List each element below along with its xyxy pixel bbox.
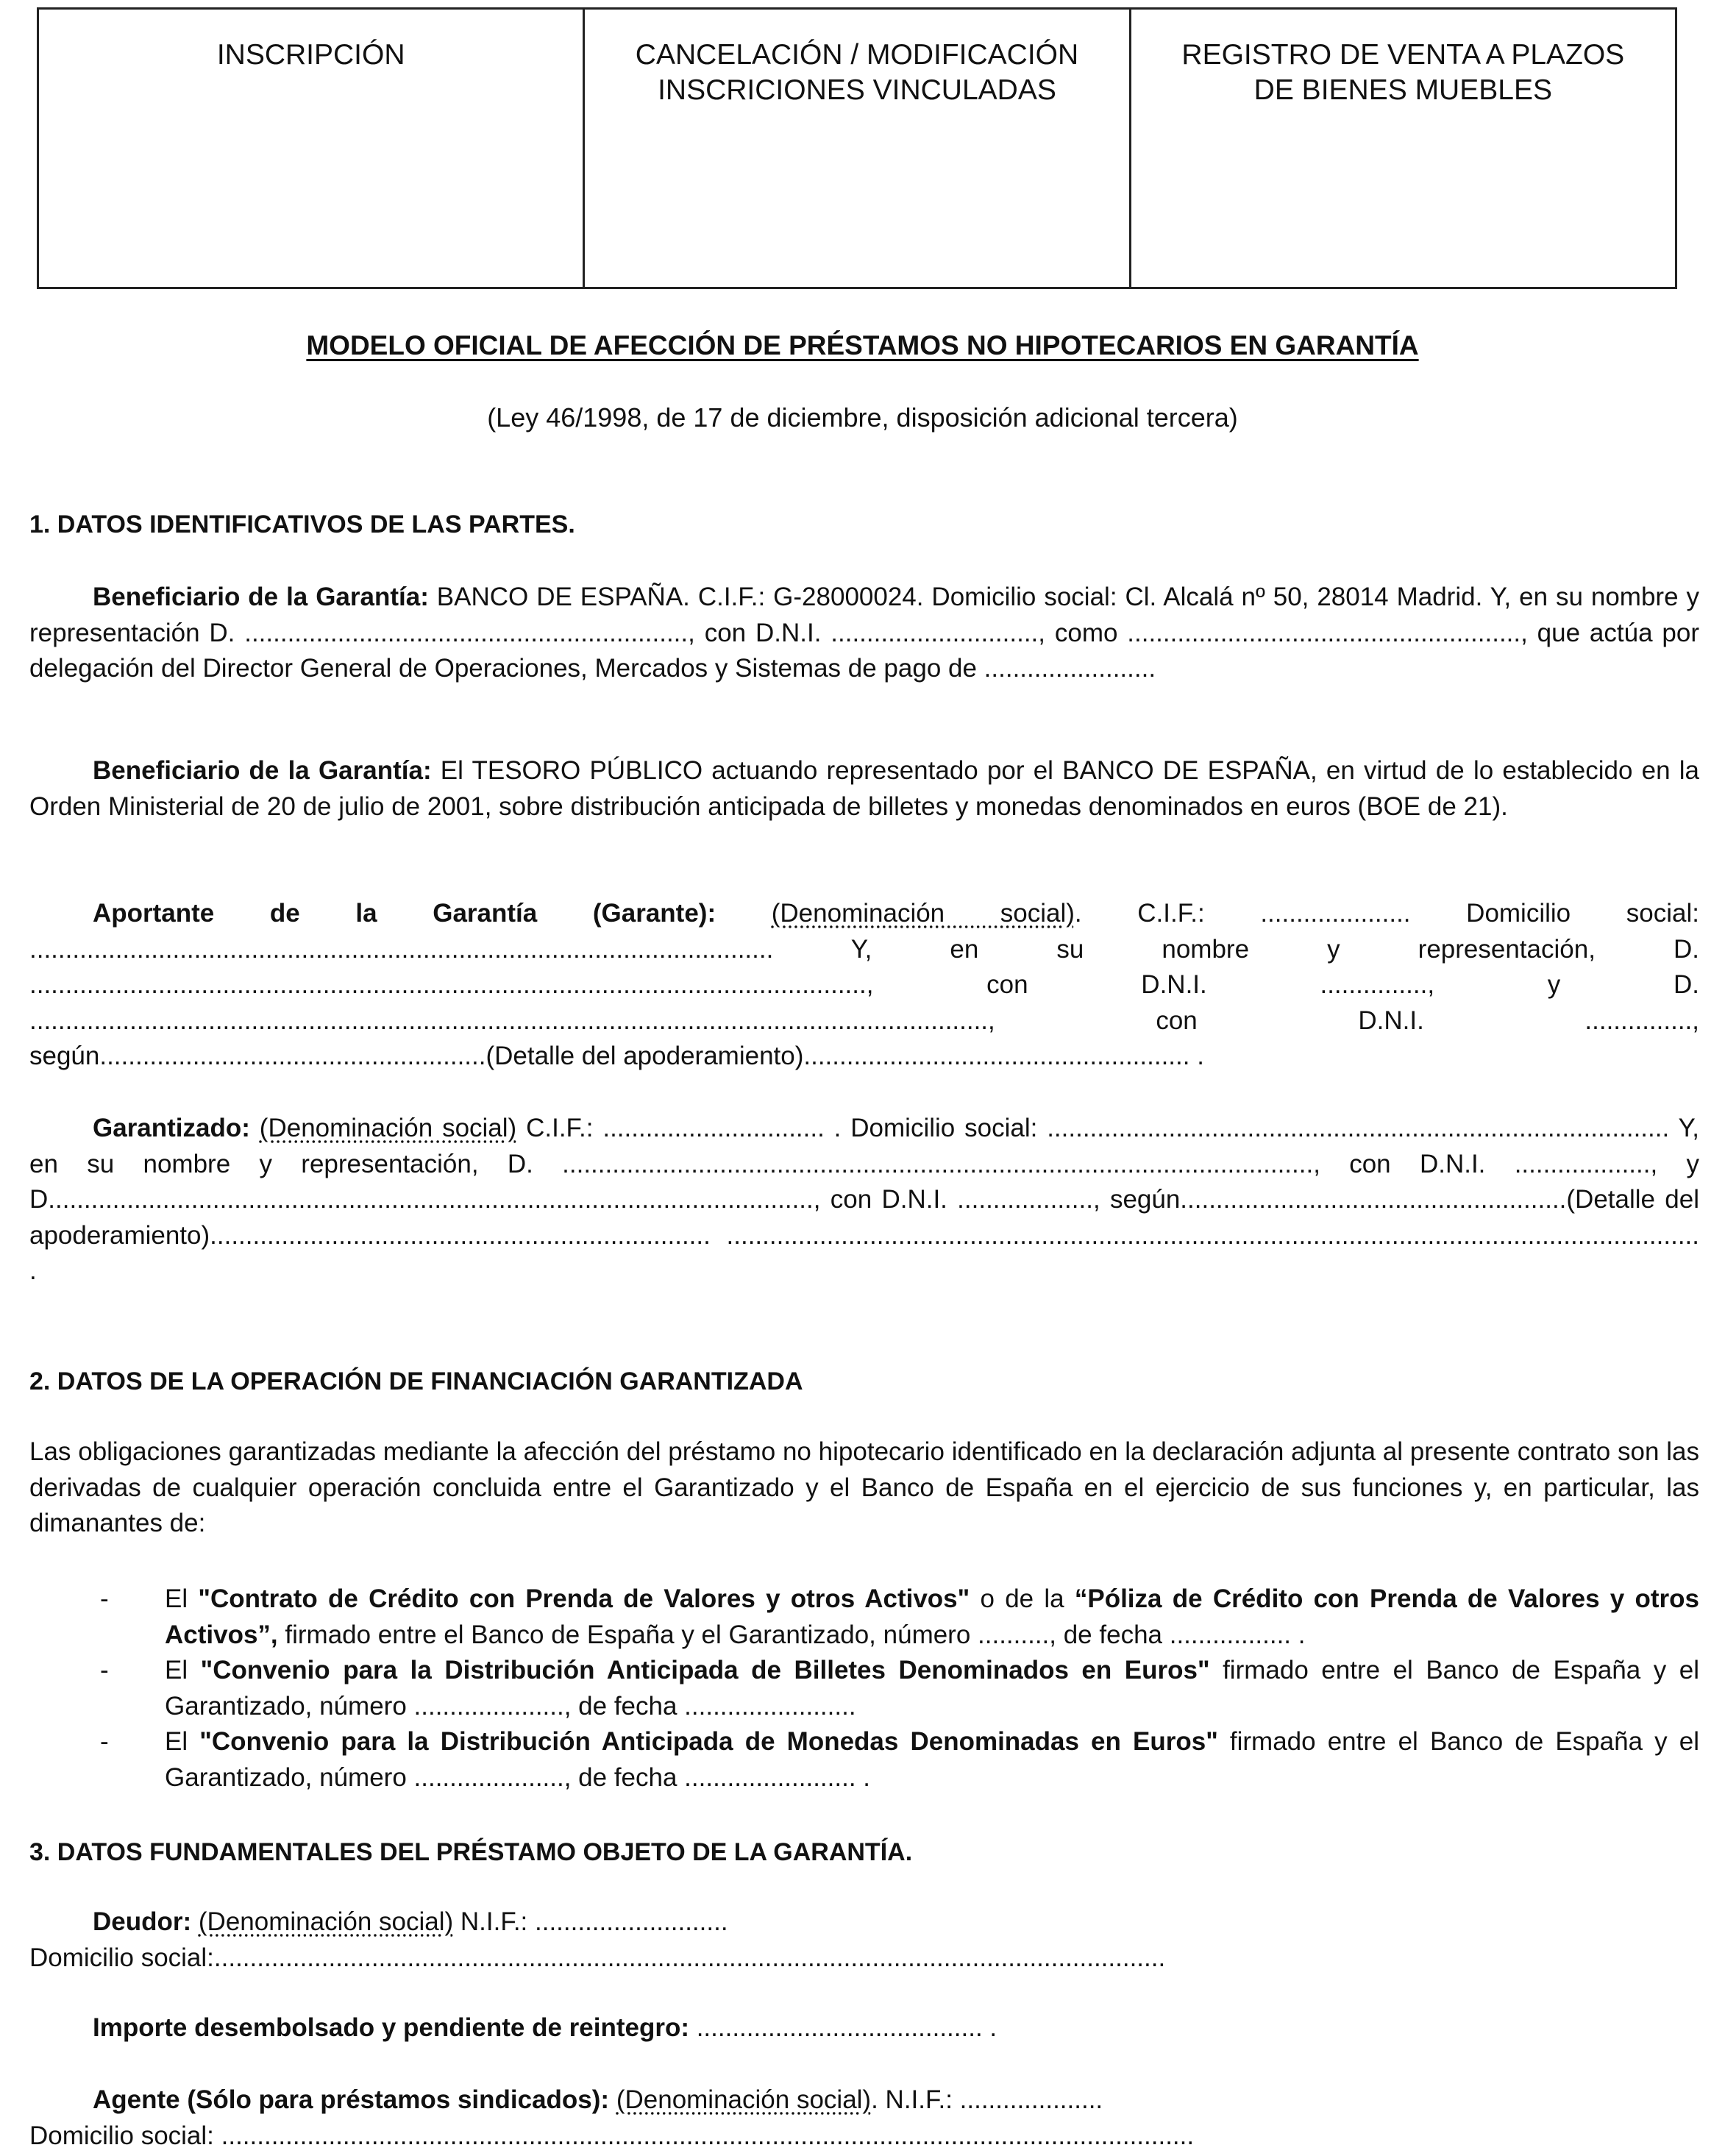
section-3-heading: 3. DATOS FUNDAMENTALES DEL PRÉSTAMO OBJETO DE LA GARANTÍA. [29,1838,913,1866]
section-2-heading: 2. DATOS DE LA OPERACIÓN DE FINANCIACIÓN GARANTIZADA [29,1367,803,1395]
paragraph-agente [29,2082,1699,2154]
paragraph-beneficiario-tesoro [29,753,1699,825]
bullet-2-prefix: El [165,1656,201,1684]
paragraph-aportante [29,896,1699,1075]
header-box-3-line1: REGISTRO DE VENTA A PLAZOS [1181,39,1625,71]
bullet-list [29,1582,1699,1796]
bullet-dash: - [100,1584,109,1613]
header-box-2-line1: CANCELACIÓN / MODIFICACIÓN [635,39,1079,71]
garantizado-text: C.I.F.: ............................... . Domicilio social: ....................................................................................... Y, en su nombre y representación, D. ........................................................................................................., con D.N.I. ..................., y D..........................................................................................................., con D.N.I. ..................., según......................................................(Detalle del apoderamiento)...................................................................... ........................................................................................................................................ . [29,1114,1699,1285]
bullet-2-text: firmado entre el Banco de España y el Garantizado, número ....................., de fecha ........................ [165,1656,1699,1721]
bullet-3-prefix: El [165,1727,200,1756]
header-box-3-line2: DE BIENES MUEBLES [1253,74,1552,106]
bullet-dash: - [100,1727,109,1756]
deudor-denominacion: (Denominación social) [198,1907,454,1936]
paragraph-importe [29,2010,1699,2046]
header-box-inscripcion [39,10,583,287]
garantizado-denominacion: (Denominación social) [259,1114,517,1142]
paragraph-deudor [29,1904,1699,1976]
bullet-1-contrato: "Contrato de Crédito con Prenda de Valores y otros Activos" [198,1584,970,1613]
header-box-2-line2: INSCRICIONES VINCULADAS [658,74,1056,106]
bullet-3-convenio: "Convenio para la Distribución Anticipada de Monedas Denominadas en Euros" [199,1727,1218,1756]
deudor-nif: N.I.F.: ........................... [453,1907,728,1936]
paragraph-garantizado [29,1111,1699,1289]
obligaciones-text: Las obligaciones garantizadas mediante la afección del préstamo no hipotecario identificado en la declaración adjunta al presente contrato son las derivadas de cualquier operación concluida entre el Garantizado y el Banco de España en el ejercicio de sus funciones y, en particular, las dimanantes de: [29,1437,1699,1537]
importe-label: Importe desembolsado y pendiente de reintegro: [93,2013,689,2042]
agente-nif: . N.I.F.: .................... [871,2085,1103,2114]
bullet-1-text: firmado entre el Banco de España y el Garantizado, número .........., de fecha ................. . [277,1620,1306,1649]
agente-denominacion: (Denominación social) [616,2085,872,2114]
paragraph-beneficiario-banco [29,580,1699,687]
bullet-1-prefix: El [165,1584,199,1613]
agente-domicilio: Domicilio social: ........................................................................................................................................ [29,2121,1195,2150]
aportante-denominacion: (Denominación social) [771,899,1075,928]
bullet-contrato-credito [29,1582,1699,1653]
header-boxes [37,7,1677,289]
garantizado-label: Garantizado: [93,1114,250,1142]
bullet-1-poliza: “Póliza de Crédito con Prenda de Valores y otros Activos”, [165,1584,1699,1649]
beneficiario-tesoro-text: El TESORO PÚBLICO actuando representado por el BANCO DE ESPAÑA, en virtud de lo establecido en la Orden Ministerial de 20 de julio de 2001, sobre distribución anticipada de billetes y monedas denominados en euros (BOE de 21). [29,756,1699,821]
bullet-2-convenio: "Convenio para la Distribución Anticipada de Billetes Denominados en Euros" [200,1656,1210,1684]
agente-label: Agente (Sólo para préstamos sindicados): [93,2085,610,2114]
bullet-1-connector: o de la [970,1584,1075,1613]
section-1-heading: 1. DATOS IDENTIFICATIVOS DE LAS PARTES. [29,510,575,538]
paragraph-obligaciones [29,1434,1699,1542]
header-box-cancelacion [583,10,1128,287]
bullet-convenio-billetes [29,1653,1699,1724]
document-title: MODELO OFICIAL DE AFECCIÓN DE PRÉSTAMOS NO HIPOTECARIOS EN GARANTÍA [306,330,1419,360]
aportante-text: . C.I.F.: ..................... Domicilio social: ........................................................................................................ Y, en su nombre y representación, D. ....................................................................................................................., con D.N.I. ..............., y D. ......................................................................................................................................, con D.N.I. ..............., según......................................................(Detalle del apoderamiento)...................................................... . [29,899,1699,1070]
header-box-1-label: INSCRIPCIÓN [216,39,405,71]
deudor-domicilio: Domicilio social:..................................................................................................................................... [29,1943,1166,1972]
document-subtitle: (Ley 46/1998, de 17 de diciembre, disposición adicional tercera) [487,402,1238,433]
bullet-dash: - [100,1656,109,1684]
aportante-label: Aportante de la Garantía (Garante): [93,899,716,928]
beneficiario-label: Beneficiario de la Garantía: [93,583,429,611]
beneficiario-tesoro-label: Beneficiario de la Garantía: [93,756,432,785]
bullet-convenio-monedas [29,1724,1699,1796]
deudor-label: Deudor: [93,1907,192,1936]
header-box-registro [1129,10,1675,287]
beneficiario-text: BANCO DE ESPAÑA. C.I.F.: G-28000024. Domicilio social: Cl. Alcalá nº 50, 28014 Madrid. Y, en su nombre y representación D. .............................................................., con D.N.I. ............................., como ......................................................., que actúa por delegación del Director General de Operaciones, Mercados y Sistemas de pago de ........................ [29,583,1699,683]
importe-text: ........................................ . [689,2013,997,2042]
bullet-3-text: firmado entre el Banco de España y el Garantizado, número ....................., de fecha ........................ . [165,1727,1699,1792]
